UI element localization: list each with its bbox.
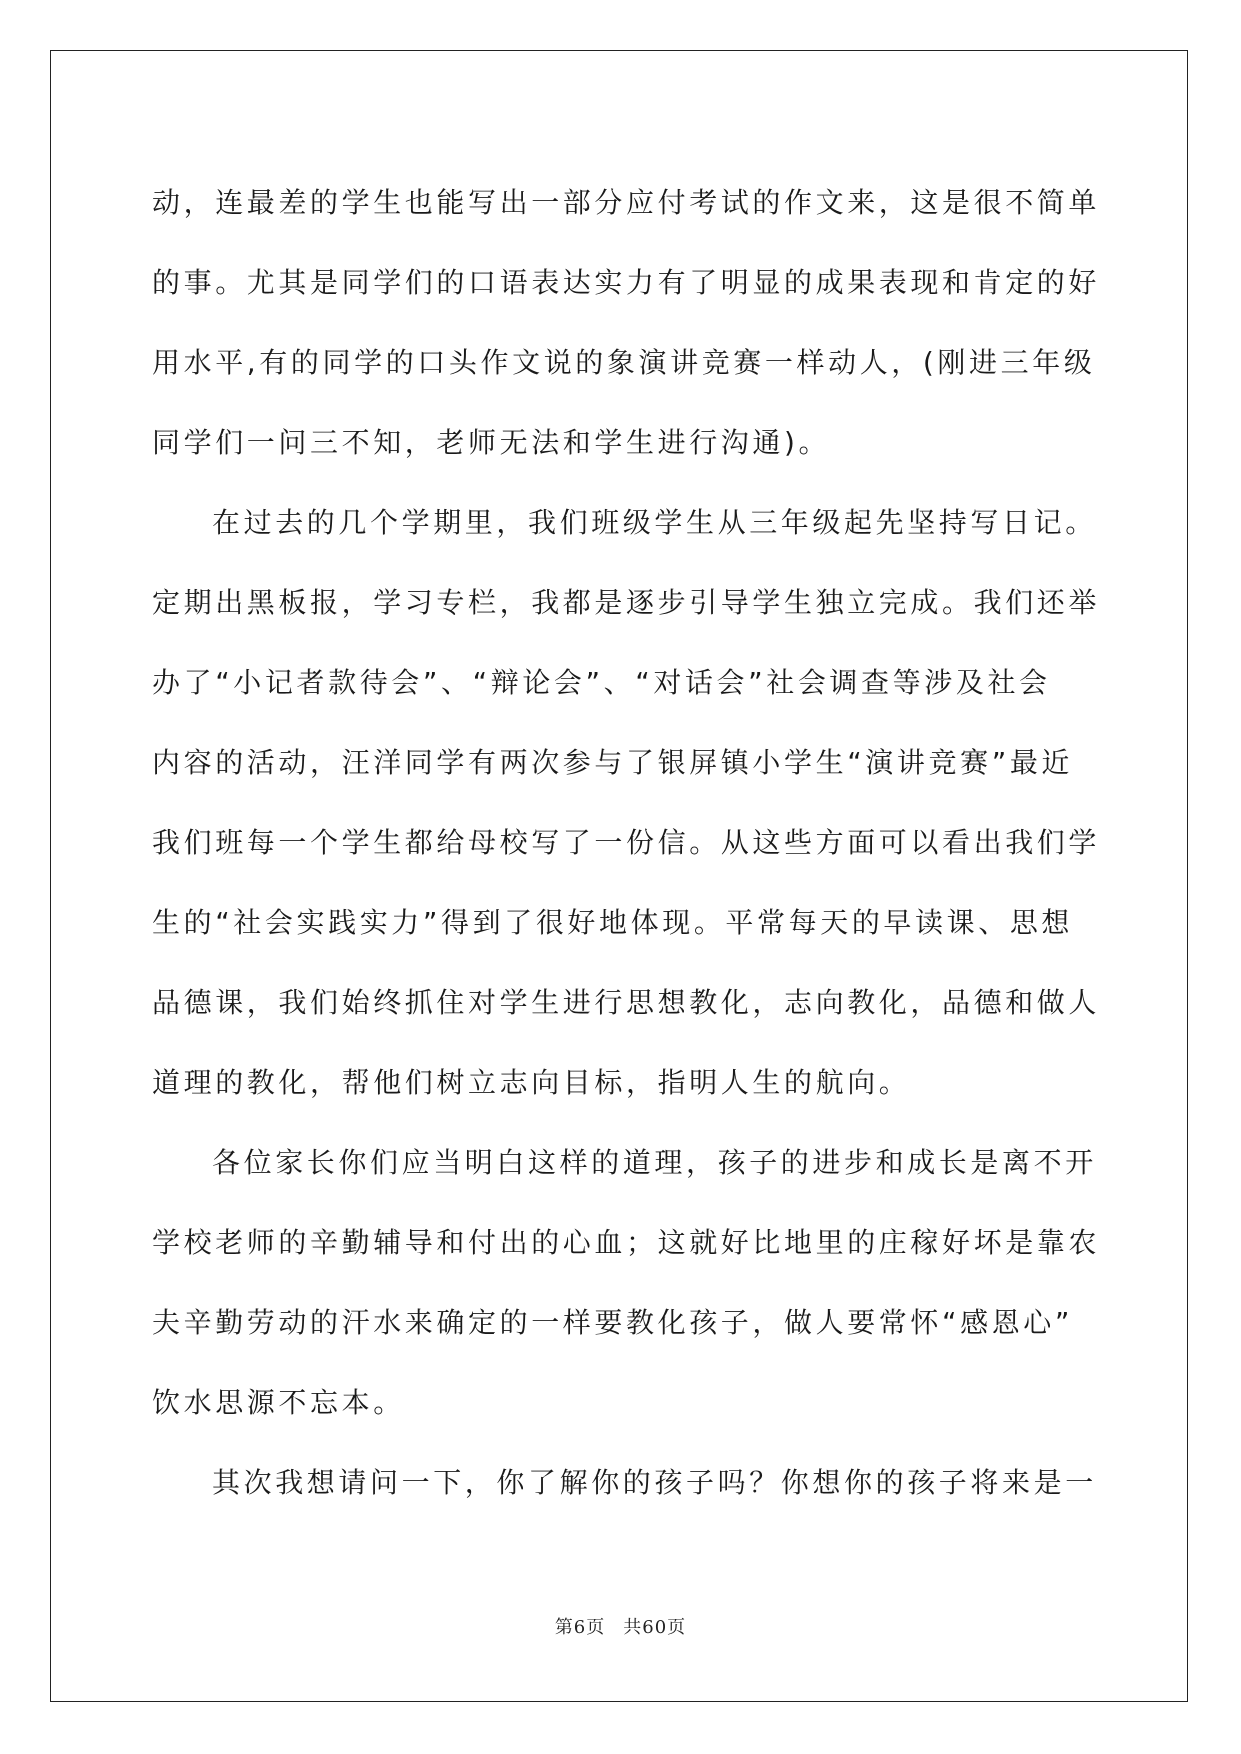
- page-number-total: 共60页: [623, 1617, 687, 1638]
- text-line: 用水平,有的同学的口头作文说的象演讲竞赛一样动人，(刚进三年级: [152, 346, 1096, 379]
- text-line: 的事。尤其是同学们的口语表达实力有了明显的成果表现和肯定的好: [152, 266, 1101, 299]
- page-number-current: 第6页: [554, 1617, 606, 1638]
- text-line: 饮水思源不忘本。: [152, 1386, 405, 1419]
- text-line: 夫辛勤劳动的汗水来确定的一样要教化孩子，做人要常怀“感恩心”: [152, 1306, 1074, 1339]
- text-line: 学校老师的辛勤辅导和付出的心血；这就好比地里的庄稼好坏是靠农: [152, 1226, 1101, 1259]
- text-line: 同学们一问三不知，老师无法和学生进行沟通)。: [152, 426, 831, 459]
- page-footer: [0, 1613, 1241, 1639]
- text-line: 我们班每一个学生都给母校写了一份信。从这些方面可以看出我们学: [152, 826, 1101, 859]
- document-body: [152, 163, 1101, 1523]
- text-line: 生的“社会实践实力”得到了很好地体现。平常每天的早读课、思想: [152, 906, 1074, 939]
- paragraph-start-line: 在过去的几个学期里，我们班级学生从三年级起先坚持写日记。: [212, 506, 1097, 539]
- text-line: 内容的活动，汪洋同学有两次参与了银屏镇小学生“演讲竞赛”最近: [152, 746, 1074, 779]
- paragraph-start-line: 各位家长你们应当明白这样的道理，孩子的进步和成长是离不开: [212, 1146, 1097, 1179]
- text-line: 定期出黑板报，学习专栏，我都是逐步引导学生独立完成。我们还举: [152, 586, 1101, 619]
- text-line: 办了“小记者款待会”、“辩论会”、“对话会”社会调查等涉及社会: [152, 666, 1051, 699]
- text-line: 道理的教化，帮他们树立志向目标，指明人生的航向。: [152, 1066, 911, 1099]
- text-line: 动，连最差的学生也能写出一部分应付考试的作文来，这是很不简单: [152, 186, 1101, 219]
- text-line: 品德课，我们始终抓住对学生进行思想教化，志向教化，品德和做人: [152, 986, 1101, 1019]
- paragraph-start-line: 其次我想请问一下，你了解你的孩子吗？你想你的孩子将来是一: [212, 1466, 1097, 1499]
